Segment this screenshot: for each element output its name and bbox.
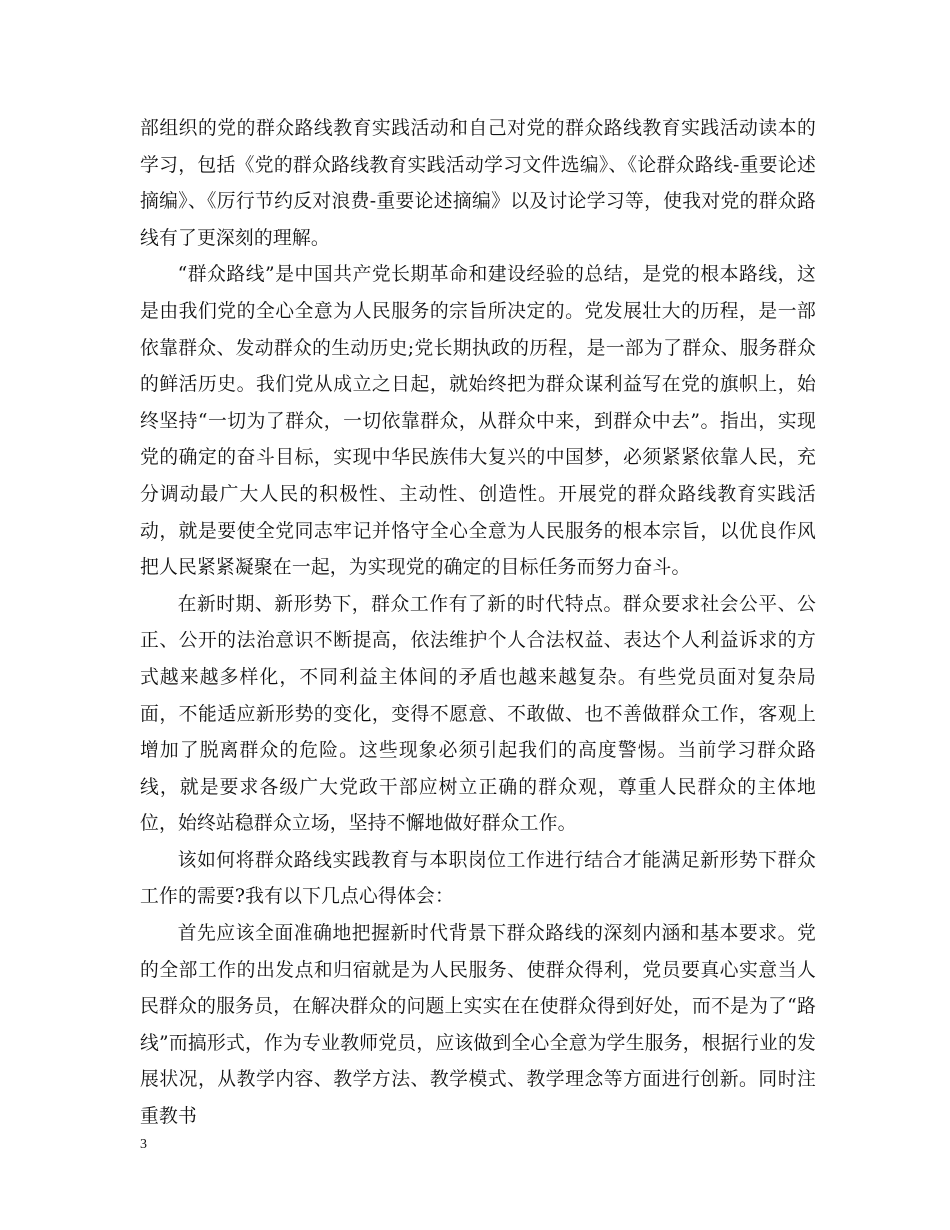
paragraph-3: 在新时期、新形势下，群众工作有了新的时代特点。群众要求社会公平、公正、公开的法治意识不断提高，依法维护个人合法权益、表达个人利益诉求的方式越来越多样化，不同利益主体间的矛盾也越来越复杂。有些党员面对复杂局面，不能适应新形势的变化，变得不愿意、不敢做、也不善做群众工作，客观上增加了脱离群众的危险。这些现象必须引起我们的高度警惕。当前学习群众路线，就是要求各级广大党政干部应树立正确的群众观，尊重人民群众的主体地位，始终站稳群众立场，坚持不懈地做好群众工作。 bbox=[140, 593, 816, 835]
paragraph-1: 部组织的党的群众路线教育实践活动和自己对党的群众路线教育实践活动读本的学习，包括《党的群众路线教育实践活动学习文件选编》、《论群众路线-重要论述摘编》、《厉行节约反对浪费-重要论述摘编》以及讨论学习等，使我对党的群众路线有了更深刻的理解。 bbox=[140, 118, 816, 249]
paragraph-4: 该如何将群众路线实践教育与本职岗位工作进行结合才能满足新形势下群众工作的需要?我有以下几点心得体会： bbox=[140, 849, 816, 908]
paragraph-2: “群众路线”是中国共产党长期革命和建设经验的总结，是党的根本路线，这是由我们党的全心全意为人民服务的宗旨所决定的。党发展壮大的历程，是一部依靠群众、发动群众的生动历史;党长期执政的历程，是一部为了群众、服务群众的鲜活历史。我们党从成立之日起，就始终把为群众谋利益写在党的旗帜上，始终坚持“一切为了群众，一切依靠群众，从群众中来，到群众中去”。指出，实现党的确定的奋斗目标，实现中华民族伟大复兴的中国梦，必须紧紧依靠人民，充分调动最广大人民的积极性、主动性、创造性。开展党的群众路线教育实践活动，就是要使全党同志牢记并恪守全心全意为人民服务的根本宗旨，以优良作风把人民紧紧凝聚在一起，为实现党的确定的目标任务而努力奋斗。 bbox=[140, 264, 816, 579]
paragraph-5: 首先应该全面准确地把握新时代背景下群众路线的深刻内涵和基本要求。党的全部工作的出发点和归宿就是为人民服务、使群众得利，党员要真心实意当人民群众的服务员，在解决群众的问题上实实在在使群众得到好处，而不是为了“路线”而搞形式，作为专业教师党员，应该做到全心全意为学生服务，根据行业的发展状况，从教学内容、教学方法、教学模式、教学理念等方面进行创新。同时注重教书 bbox=[140, 923, 816, 1128]
page-number: 3 bbox=[140, 1137, 147, 1152]
body-text bbox=[140, 111, 816, 1136]
